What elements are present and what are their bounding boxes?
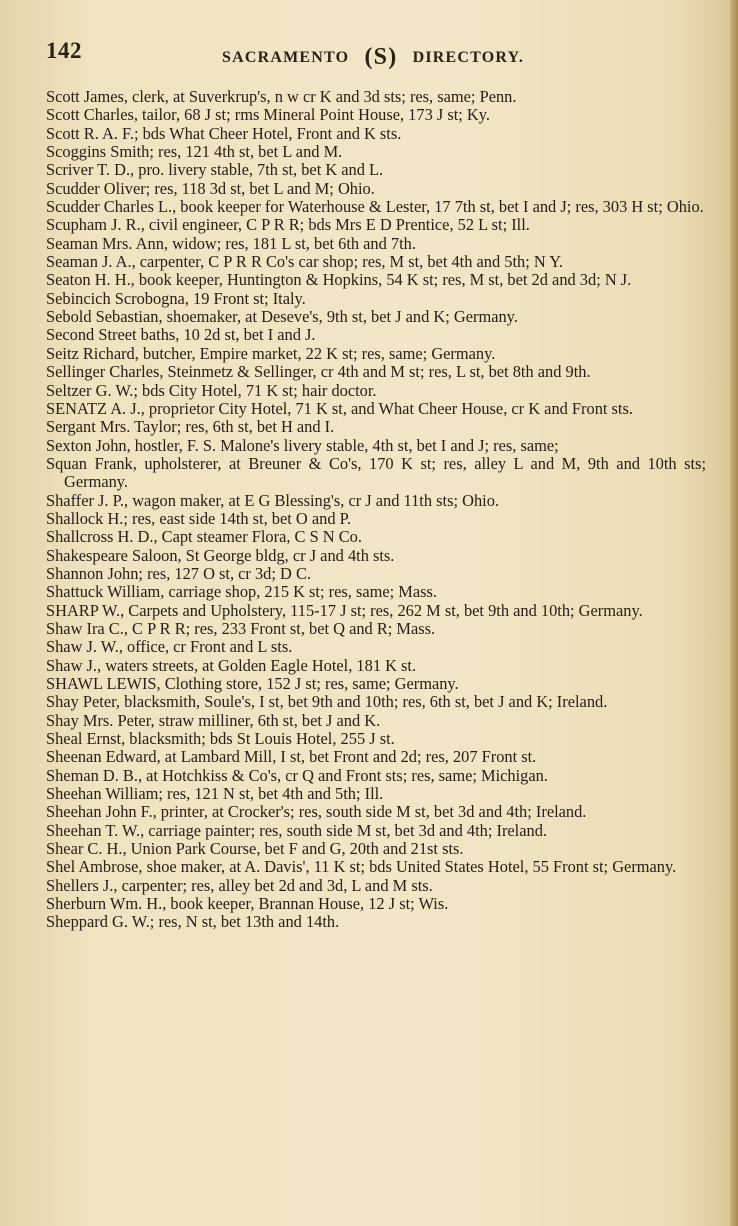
page-number: 142 [46, 38, 82, 63]
directory-entry: Scupham J. R., civil engineer, C P R R; bds Mrs E D Prentice, 52 L st; Ill. [46, 215, 530, 235]
running-head-title: DIRECTORY. [412, 49, 525, 66]
directory-entry: Second Street baths, 10 2d st, bet I and J. [46, 325, 316, 345]
directory-entry: Sherburn Wm. H., book keeper, Brannan House, 12 J st; Wis. [46, 894, 449, 914]
running-head-letter: (S) [364, 44, 398, 70]
directory-entry: Shear C. H., Union Park Course, bet F and G, 20th and 21st sts. [46, 839, 464, 859]
directory-entry: SHARP W., Carpets and Upholstery, 115-17 J st; res, 262 M st, bet 9th and 10th; Germany. [46, 600, 643, 620]
directory-entry: Shakespeare Saloon, St George bldg, cr J and 4th sts. [46, 545, 395, 565]
directory-entry: SENATZ A. J., proprietor City Hotel, 71 K st, and What Cheer House, cr K and Front sts. [46, 398, 633, 418]
directory-entry: Shattuck William, carriage shop, 215 K st; res, same; Mass. [46, 582, 437, 602]
directory-entry: Shay Peter, blacksmith, Soule's, I st, bet 9th and 10th; res, 6th st, bet J and K; Ireland. [46, 692, 608, 712]
directory-entry: Shellers J., carpenter; res, alley bet 2d and 3d, L and M sts. [46, 875, 433, 895]
directory-entry: Sheal Ernst, blacksmith; bds St Louis Hotel, 255 J st. [46, 729, 395, 749]
running-head-city: SACRAMENTO [222, 49, 350, 66]
directory-entry: Shel Ambrose, shoe maker, at A. Davis', 11 K st; bds United States Hotel, 55 Front st; Germany. [46, 857, 677, 877]
directory-entry: Seaman Mrs. Ann, widow; res, 181 L st, bet 6th and 7th. [46, 233, 416, 253]
directory-entry: Scudder Charles L., book keeper for Waterhouse & Lester, 17 7th st, bet I and J; res, 303 H st; Ohio. [46, 197, 704, 217]
page-header [46, 38, 704, 68]
directory-entry: Scott Charles, tailor, 68 J st; rms Mineral Point House, 173 J st; Ky. [46, 105, 490, 125]
directory-entry: Scoggins Smith; res, 121 4th st, bet L and M. [46, 142, 343, 162]
page-edge [730, 0, 738, 1226]
directory-entry: Sheehan John F., printer, at Crocker's; res, south side M st, bet 3d and 4th; Ireland. [46, 802, 587, 822]
directory-entry: Sheppard G. W.; res, N st, bet 13th and 14th. [46, 912, 340, 932]
directory-entry: Shaw J., waters streets, at Golden Eagle Hotel, 181 K st. [46, 655, 417, 675]
directory-entry: Shannon John; res, 127 O st, cr 3d; D C. [46, 563, 311, 583]
directory-entry: Shaffer J. P., wagon maker, at E G Blessing's, cr J and 11th sts; Ohio. [46, 490, 499, 510]
directory-entry: Seaman J. A., carpenter, C P R R Co's car shop; res, M st, bet 4th and 5th; N Y. [46, 252, 564, 272]
directory-entry: Sebold Sebastian, shoemaker, at Deseve's, 9th st, bet J and K; Germany. [46, 307, 518, 327]
directory-entry: Seitz Richard, butcher, Empire market, 22 K st; res, same; Germany. [46, 343, 496, 363]
directory-entries [46, 88, 706, 932]
directory-entry: Scott R. A. F.; bds What Cheer Hotel, Front and K sts. [46, 123, 402, 143]
directory-entry: Scudder Oliver; res, 118 3d st, bet L and M; Ohio. [46, 178, 375, 198]
directory-entry: Sheehan William; res, 121 N st, bet 4th and 5th; Ill. [46, 784, 384, 804]
directory-entry: Sergant Mrs. Taylor; res, 6th st, bet H and I. [46, 417, 335, 437]
directory-entry: Shay Mrs. Peter, straw milliner, 6th st, bet J and K. [46, 710, 381, 730]
directory-entry: Scott James, clerk, at Suverkrup's, n w cr K and 3d sts; res, same; Penn. [46, 87, 517, 106]
directory-entry: Seaton H. H., book keeper, Huntington & Hopkins, 54 K st; res, M st, bet 2d and 3d; N J. [46, 270, 632, 290]
directory-entry: Squan Frank, upholsterer, at Breuner & Co's, 170 K st; res, alley L and M, 9th and 10th sts; Germany. [46, 453, 706, 492]
directory-entry: Shaw Ira C., C P R R; res, 233 Front st, bet Q and R; Mass. [46, 618, 436, 638]
directory-entry: Shallcross H. D., Capt steamer Flora, C S N Co. [46, 527, 362, 547]
directory-entry: Scriver T. D., pro. livery stable, 7th st, bet K and L. [46, 160, 384, 180]
directory-entry: SHAWL LEWIS, Clothing store, 152 J st; res, same; Germany. [46, 674, 459, 693]
directory-entry: Sellinger Charles, Steinmetz & Sellinger, cr 4th and M st; res, L st, bet 8th and 9th. [46, 362, 591, 382]
directory-entry: Sheman D. B., at Hotchkiss & Co's, cr Q and Front sts; res, same; Michigan. [46, 765, 548, 785]
directory-entry: Sexton John, hostler, F. S. Malone's livery stable, 4th st, bet I and J; res, same; [46, 435, 559, 455]
running-head [222, 42, 524, 69]
directory-entry: Sheehan T. W., carriage painter; res, south side M st, bet 3d and 4th; Ireland. [46, 820, 548, 840]
directory-entry: Shaw J. W., office, cr Front and L sts. [46, 637, 293, 657]
directory-entry: Shallock H.; res, east side 14th st, bet O and P. [46, 508, 352, 528]
directory-entry: Seltzer G. W.; bds City Hotel, 71 K st; hair doctor. [46, 380, 377, 400]
directory-entry: Sebincich Scrobogna, 19 Front st; Italy. [46, 288, 306, 308]
directory-entry: Sheenan Edward, at Lambard Mill, I st, bet Front and 2d; res, 207 Front st. [46, 747, 537, 767]
